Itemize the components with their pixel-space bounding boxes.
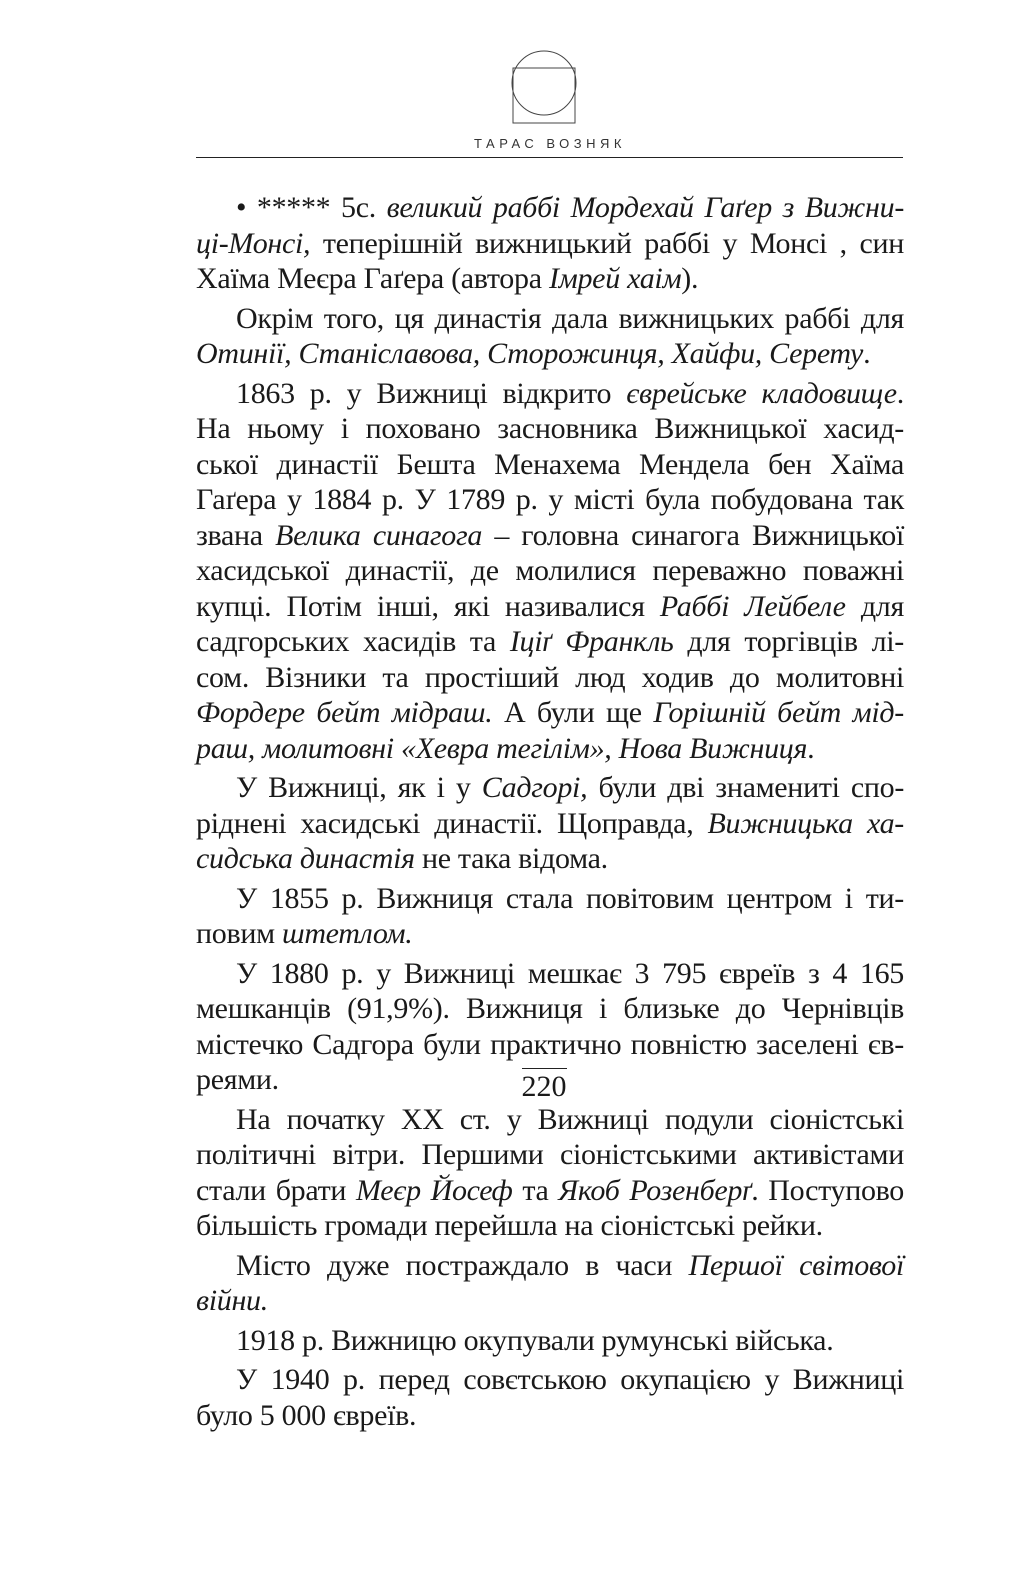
text-line: реями.: [196, 1063, 279, 1096]
text-line: ріднені хасидські династії. Щоправда, Вижницька ха-: [196, 806, 904, 840]
text-line: раш, молитовні «Хевра тегілім», Нова Вижниця.: [196, 731, 815, 765]
paragraph: [196, 1362, 904, 1433]
page-number: 220: [521, 1070, 567, 1103]
text-line: садгорських хасидів та Іціґ Франкль для торгівців лі-: [196, 625, 904, 658]
paragraph: [196, 770, 904, 877]
text-line: купці. Потім інші, які називалися Раббі Лейбеле для: [196, 589, 904, 623]
paragraph: [196, 1248, 904, 1319]
text-line: Гаґера у 1884 р. У 1789 р. у місті була побудована так: [196, 483, 904, 516]
text-line: У 1940 р. перед совєтською окупацією у Вижниці: [236, 1363, 904, 1396]
text-line: Місто дуже постраждало в часи Першої світової: [236, 1248, 904, 1282]
text-line: ці-Монсі, теперішній вижницький раббі у Монсі , син: [196, 226, 904, 260]
text-line: • ***** 5с. великий раббі Мордехай Гаґер з Вижни-: [236, 191, 905, 224]
page-body: [196, 190, 904, 1437]
text-line: ської династії Бешта Менахема Мендела бен Хаїма: [196, 447, 904, 481]
text-line: На ньому і поховано засновника Вижницької хасид-: [196, 412, 904, 445]
text-line: звана Велика синагога – головна синагога Вижницької: [196, 518, 904, 552]
text-line: На початку ХХ ст. у Вижниці подули сіоністські: [236, 1102, 904, 1136]
paragraph: [196, 301, 904, 372]
text-line: У 1880 р. у Вижниці мешкає 3 795 євреїв з 4 165: [236, 956, 904, 990]
text-line: Отинії, Станіславова, Сторожинця, Хайфи, Серету.: [196, 337, 871, 370]
text-line: 1863 р. у Вижниці відкрито єврейське кладовище.: [236, 376, 904, 410]
paragraph: [196, 376, 904, 767]
text-line: стали брати Меєр Йосеф та Якоб Розенберґ. Поступово: [196, 1173, 905, 1207]
text-line: війни.: [196, 1284, 268, 1317]
text-line: політичні вітри. Першими сіоністськими активістами: [196, 1138, 904, 1171]
paragraph: [196, 190, 904, 297]
paragraph: [196, 881, 904, 952]
text-line: містечко Садгора були практично повністю заселені єв-: [196, 1027, 904, 1061]
text-line: повим штетлом.: [196, 917, 413, 950]
header-rule: [196, 157, 903, 158]
text-line: 1918 р. Вижницю окупували румунські війська.: [236, 1323, 834, 1357]
text-line: хасидської династії, де молилися переважно поважні: [196, 554, 904, 587]
text-line: У 1855 р. Вижниця стала повітовим центром і ти-: [236, 881, 904, 915]
text-line: сом. Візники та простіший люд ходив до молитовні: [196, 660, 904, 694]
circle-square-emblem-icon: [511, 48, 577, 124]
text-line: мешканців (91,9%). Вижниця і близьке до Чернівців: [196, 992, 904, 1025]
text-line: Окрім того, ця династія дала вижницьких раббі для: [236, 301, 904, 335]
text-line: Хаїма Меєра Гаґера (автора Імрей хаім).: [196, 262, 699, 295]
text-line: було 5 000 євреїв.: [196, 1398, 417, 1432]
paragraph: [196, 1323, 904, 1359]
text-line: Фордере бейт мідраш. А були ще Горішній бейт мід-: [196, 696, 904, 729]
text-line: більшість громади перейшла на сіоністські рейки.: [196, 1209, 823, 1242]
running-head: ТАРАС ВОЗНЯК: [474, 136, 626, 151]
paragraph: [196, 1102, 904, 1244]
text-line: У Вижниці, як і у Садгорі, були дві знамениті спо-: [236, 771, 905, 804]
text-line: сидська династія не така відома.: [196, 842, 608, 875]
